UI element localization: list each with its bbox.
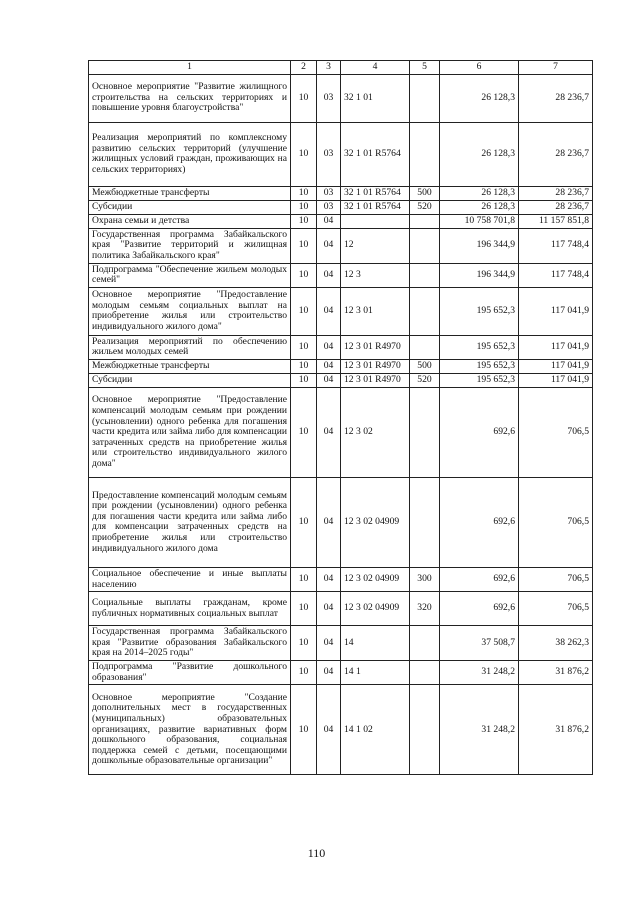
cell-name: Социальное обеспечение и иные выплаты населению [89, 567, 291, 591]
table-row [89, 122, 593, 186]
cell-sum1: 196 344,9 [440, 263, 519, 287]
cell-sum2: 28 236,7 [519, 74, 593, 122]
cell-sum1: 692,6 [440, 477, 519, 567]
column-header: 2 [291, 61, 317, 75]
cell-pr: 03 [317, 74, 341, 122]
cell-pr: 04 [317, 685, 341, 775]
cell-name: Подпрограмма "Обеспечение жильем молодых семей" [89, 263, 291, 287]
table-row [89, 359, 593, 373]
table-row [89, 592, 593, 626]
cell-sum1: 31 248,2 [440, 661, 519, 685]
table-row [89, 387, 593, 477]
cell-rz: 10 [291, 626, 317, 661]
cell-rz: 10 [291, 214, 317, 228]
cell-pr: 04 [317, 387, 341, 477]
cell-sum1: 692,6 [440, 387, 519, 477]
table-row [89, 661, 593, 685]
table-row [89, 685, 593, 775]
cell-csr: 32 1 01 [341, 74, 410, 122]
cell-sum1: 26 128,3 [440, 200, 519, 214]
cell-sum2: 117 041,9 [519, 287, 593, 335]
cell-sum1: 37 508,7 [440, 626, 519, 661]
cell-pr: 04 [317, 359, 341, 373]
cell-name: Государственная программа Забайкальского края "Развитие территорий и жилищная политика Забайкальского края" [89, 228, 291, 263]
cell-csr: 12 3 01 R4970 [341, 359, 410, 373]
cell-name: Основное мероприятие "Предоставление компенсаций молодым семьям при рождении (усыновлении) одного ребенка для погашения части кредита или займа либо для компенсации затраченных средств на приобретение жилья или строительство индивидуального жилого дома" [89, 387, 291, 477]
cell-sum2: 31 876,2 [519, 685, 593, 775]
table-header-row [89, 61, 593, 75]
cell-sum1: 195 652,3 [440, 287, 519, 335]
cell-vr: 500 [410, 186, 440, 200]
cell-rz: 10 [291, 592, 317, 626]
cell-vr [410, 74, 440, 122]
cell-name: Основное мероприятие "Развитие жилищного строительства на сельских территориях и повышение уровня благоустройства" [89, 74, 291, 122]
cell-rz: 10 [291, 200, 317, 214]
cell-pr: 03 [317, 200, 341, 214]
cell-csr: 12 3 02 04909 [341, 567, 410, 591]
cell-pr: 04 [317, 477, 341, 567]
column-header: 5 [410, 61, 440, 75]
cell-csr: 12 3 02 04909 [341, 477, 410, 567]
cell-vr [410, 214, 440, 228]
cell-vr [410, 685, 440, 775]
table-row [89, 214, 593, 228]
cell-rz: 10 [291, 685, 317, 775]
cell-sum1: 195 652,3 [440, 335, 519, 359]
cell-rz: 10 [291, 359, 317, 373]
cell-pr: 04 [317, 592, 341, 626]
cell-csr [341, 214, 410, 228]
cell-csr: 14 [341, 626, 410, 661]
cell-sum2: 11 157 851,8 [519, 214, 593, 228]
cell-name: Субсидии [89, 373, 291, 387]
cell-sum2: 28 236,7 [519, 122, 593, 186]
cell-vr: 300 [410, 567, 440, 591]
cell-pr: 04 [317, 626, 341, 661]
cell-csr: 12 3 02 [341, 387, 410, 477]
cell-csr: 12 3 02 04909 [341, 592, 410, 626]
cell-sum2: 117 041,9 [519, 335, 593, 359]
table-row [89, 263, 593, 287]
cell-rz: 10 [291, 74, 317, 122]
cell-csr: 14 1 [341, 661, 410, 685]
cell-rz: 10 [291, 387, 317, 477]
cell-rz: 10 [291, 335, 317, 359]
cell-pr: 04 [317, 567, 341, 591]
cell-sum2: 117 041,9 [519, 359, 593, 373]
cell-csr: 12 3 [341, 263, 410, 287]
cell-name: Субсидии [89, 200, 291, 214]
cell-csr: 12 [341, 228, 410, 263]
cell-rz: 10 [291, 186, 317, 200]
cell-name: Предоставление компенсаций молодым семьям при рождении (усыновлении) одного ребенка для погашения части кредита или займа либо для компенсации затраченных средств на приобретение жилья или строительство индивидуального жилого дома [89, 477, 291, 567]
cell-vr [410, 626, 440, 661]
budget-table [88, 60, 593, 775]
cell-sum1: 195 652,3 [440, 373, 519, 387]
cell-csr: 32 1 01 R5764 [341, 186, 410, 200]
column-header: 7 [519, 61, 593, 75]
cell-csr: 14 1 02 [341, 685, 410, 775]
cell-rz: 10 [291, 661, 317, 685]
cell-vr: 520 [410, 200, 440, 214]
cell-pr: 04 [317, 214, 341, 228]
table-row [89, 567, 593, 591]
cell-name: Подпрограмма "Развитие дошкольного образования" [89, 661, 291, 685]
cell-sum1: 692,6 [440, 567, 519, 591]
page-number: 110 [307, 846, 326, 860]
cell-sum1: 26 128,3 [440, 122, 519, 186]
cell-sum1: 10 758 701,8 [440, 214, 519, 228]
table-row [89, 186, 593, 200]
cell-name: Основное мероприятие "Предоставление молодым семьям социальных выплат на приобретение жилья или строительство индивидуального жилого дома" [89, 287, 291, 335]
cell-sum1: 31 248,2 [440, 685, 519, 775]
cell-sum2: 706,5 [519, 567, 593, 591]
table-row [89, 373, 593, 387]
cell-vr [410, 122, 440, 186]
cell-rz: 10 [291, 567, 317, 591]
cell-rz: 10 [291, 373, 317, 387]
cell-sum1: 26 128,3 [440, 74, 519, 122]
cell-vr: 520 [410, 373, 440, 387]
cell-sum2: 706,5 [519, 592, 593, 626]
cell-sum2: 706,5 [519, 477, 593, 567]
cell-csr: 12 3 01 [341, 287, 410, 335]
cell-sum2: 31 876,2 [519, 661, 593, 685]
cell-sum1: 196 344,9 [440, 228, 519, 263]
cell-vr [410, 263, 440, 287]
table-row [89, 228, 593, 263]
cell-sum2: 706,5 [519, 387, 593, 477]
table-row [89, 477, 593, 567]
cell-pr: 03 [317, 122, 341, 186]
column-header: 1 [89, 61, 291, 75]
cell-vr [410, 335, 440, 359]
cell-name: Реализация мероприятий по обеспечению жильем молодых семей [89, 335, 291, 359]
cell-name: Межбюджетные трансферты [89, 359, 291, 373]
cell-name: Социальные выплаты гражданам, кроме публичных нормативных социальных выплат [89, 592, 291, 626]
cell-vr [410, 228, 440, 263]
cell-pr: 04 [317, 228, 341, 263]
cell-vr [410, 387, 440, 477]
cell-pr: 04 [317, 263, 341, 287]
cell-name: Охрана семьи и детства [89, 214, 291, 228]
table-row [89, 74, 593, 122]
table-row [89, 287, 593, 335]
cell-csr: 12 3 01 R4970 [341, 335, 410, 359]
table-row [89, 626, 593, 661]
table-body [89, 74, 593, 775]
cell-sum1: 26 128,3 [440, 186, 519, 200]
cell-pr: 03 [317, 186, 341, 200]
cell-sum1: 195 652,3 [440, 359, 519, 373]
table-row [89, 200, 593, 214]
cell-rz: 10 [291, 263, 317, 287]
column-header: 4 [341, 61, 410, 75]
cell-vr [410, 287, 440, 335]
table-row [89, 335, 593, 359]
column-header: 6 [440, 61, 519, 75]
cell-vr: 500 [410, 359, 440, 373]
cell-rz: 10 [291, 122, 317, 186]
cell-sum2: 117 748,4 [519, 263, 593, 287]
cell-sum1: 692,6 [440, 592, 519, 626]
cell-vr: 320 [410, 592, 440, 626]
cell-sum2: 28 236,7 [519, 200, 593, 214]
column-header: 3 [317, 61, 341, 75]
cell-vr [410, 477, 440, 567]
cell-sum2: 28 236,7 [519, 186, 593, 200]
cell-sum2: 38 262,3 [519, 626, 593, 661]
cell-rz: 10 [291, 287, 317, 335]
cell-sum2: 117 748,4 [519, 228, 593, 263]
cell-name: Реализация мероприятий по комплексному развитию сельских территорий (улучшение жилищных условий граждан, проживающих на сельских территориях) [89, 122, 291, 186]
cell-name: Основное мероприятие "Создание дополнительных мест в государственных (муниципальных) образовательных организациях, развитие вариативных форм дошкольного образования, социальная поддержка семей с детьми, посещающими дошкольные образовательные организации" [89, 685, 291, 775]
cell-pr: 04 [317, 335, 341, 359]
cell-pr: 04 [317, 373, 341, 387]
cell-name: Государственная программа Забайкальского края "Развитие образования Забайкальского края на 2014–2025 годы" [89, 626, 291, 661]
cell-csr: 32 1 01 R5764 [341, 200, 410, 214]
cell-csr: 12 3 01 R4970 [341, 373, 410, 387]
cell-vr [410, 661, 440, 685]
cell-sum2: 117 041,9 [519, 373, 593, 387]
cell-rz: 10 [291, 477, 317, 567]
cell-rz: 10 [291, 228, 317, 263]
cell-pr: 04 [317, 661, 341, 685]
cell-csr: 32 1 01 R5764 [341, 122, 410, 186]
cell-name: Межбюджетные трансферты [89, 186, 291, 200]
cell-pr: 04 [317, 287, 341, 335]
